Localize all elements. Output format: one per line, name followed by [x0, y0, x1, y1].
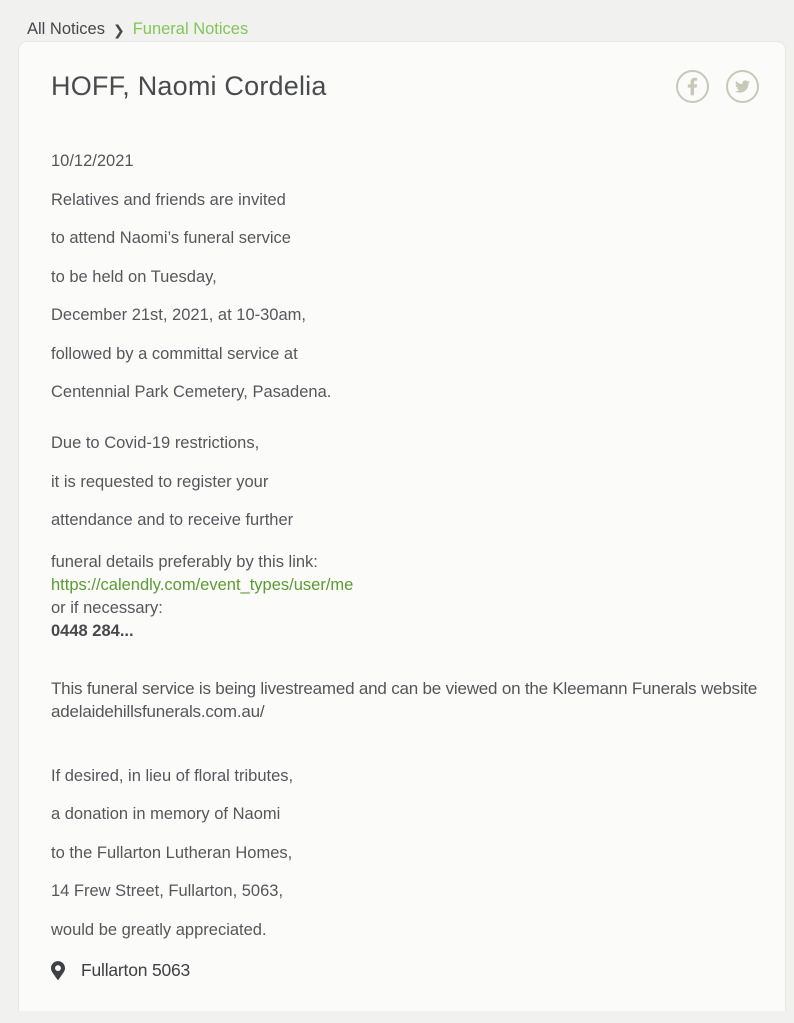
notice-line: attendance and to receive further — [51, 511, 294, 529]
notice-line: a donation in memory of Naomi — [51, 805, 281, 823]
calendly-link[interactable]: https://calendly.com/event_types/user/me — [51, 575, 354, 594]
contact-block — [51, 551, 759, 643]
notice-line: 14 Frew Street, Fullarton, 5063, — [51, 882, 284, 900]
notice-header — [51, 42, 759, 103]
breadcrumb-funeral-notices[interactable]: Funeral Notices — [132, 19, 249, 38]
notice-title: HOFF, Naomi Cordelia — [51, 70, 327, 101]
notice-line: Due to Covid-19 restrictions, — [51, 434, 260, 452]
location-link[interactable] — [51, 960, 190, 981]
facebook-share-button[interactable] — [676, 70, 709, 103]
contact-intro: funeral details preferably by this link: — [51, 552, 318, 571]
notice-line: would be greatly appreciated. — [51, 920, 267, 939]
notice-card — [18, 41, 786, 1011]
social-share-row — [676, 70, 759, 103]
breadcrumb-all-notices[interactable]: All Notices — [27, 19, 105, 38]
notice-line: to the Fullarton Lutheran Homes, — [51, 843, 293, 862]
contact-alt: or if necessary: — [51, 598, 163, 617]
twitter-icon — [734, 79, 751, 94]
notice-line: it is requested to register your — [51, 472, 269, 491]
notice-line: Relatives and friends are invited — [51, 190, 286, 209]
notice-line: to attend Naomi’s funeral service — [51, 229, 291, 247]
map-pin-icon — [51, 961, 65, 980]
phone-number[interactable]: 0448 284... — [51, 621, 134, 640]
notice-line: Centennial Park Cemetery, Pasadena. — [51, 383, 332, 401]
notice-line: to be held on Tuesday, — [51, 267, 217, 286]
twitter-share-button[interactable] — [726, 70, 759, 103]
notice-date: 10/12/2021 — [51, 152, 134, 170]
location-label: Fullarton 5063 — [81, 960, 191, 980]
notice-line: If desired, in lieu of floral tributes, — [51, 766, 294, 785]
notice-line: December 21st, 2021, at 10-30am, — [51, 306, 306, 324]
breadcrumb — [0, 0, 794, 41]
facebook-icon — [687, 77, 698, 96]
breadcrumb-chevron-icon: ❯ — [112, 21, 125, 38]
notice-line: followed by a committal service at — [51, 344, 298, 363]
livestream-text: This funeral service is being livestreamed and can be viewed on the Kleemann Funerals website adelaidehillsfunerals.com.au/ — [51, 678, 758, 721]
notice-body — [51, 153, 759, 981]
